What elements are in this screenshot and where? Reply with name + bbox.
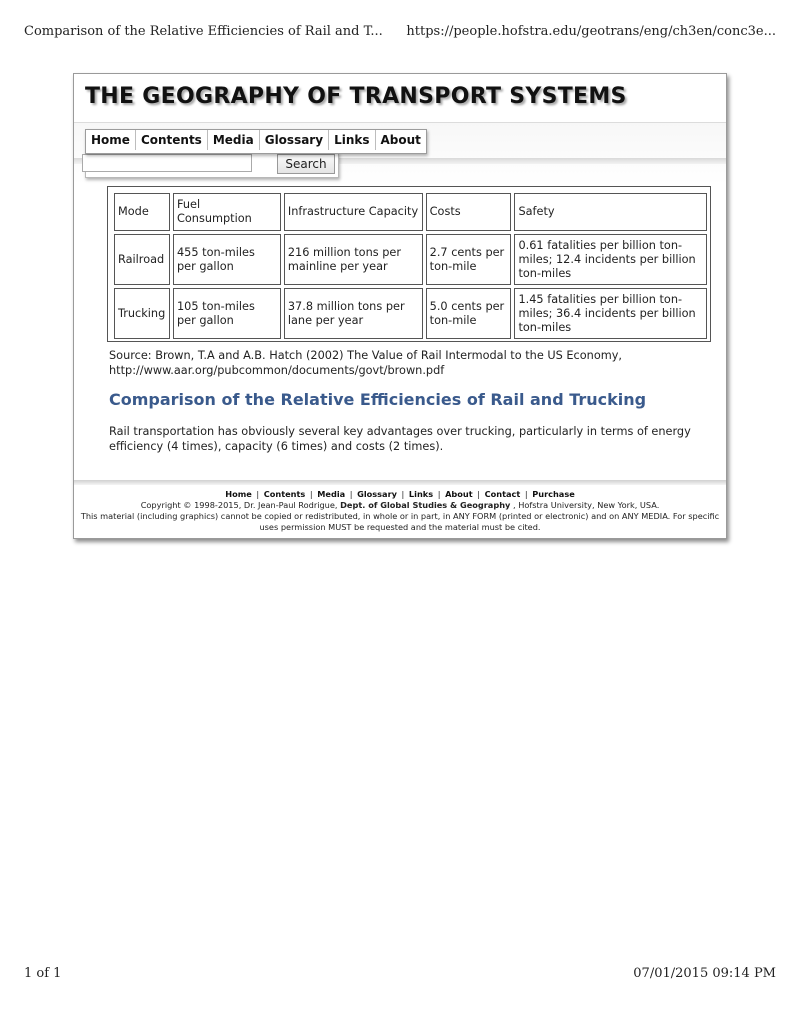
menu-about[interactable]: About: [380, 133, 421, 147]
footer-links: Home | Contents | Media | Glossary | Links | About | Contact | Purchase: [225, 489, 575, 499]
table-header-row: [114, 193, 707, 231]
table-row: [114, 234, 707, 285]
table-cell: Railroad: [114, 234, 170, 285]
copyright-line: [74, 500, 726, 511]
table-cell: 216 million tons per mainline per year: [284, 234, 423, 285]
description-paragraph: Rail transportation has obviously several key advantages over trucking, particularly in terms of energy efficiency (4 times), capacity (6 times) and costs (2 times).: [109, 425, 691, 453]
source-citation: [109, 348, 709, 378]
copyright-prefix: Copyright © 1998-2015, Dr. Jean-Paul Rodrigue,: [140, 500, 338, 510]
footer-link-media[interactable]: Media: [317, 489, 346, 499]
source-url: http://www.aar.org/pubcommon/documents/govt/brown.pdf: [109, 364, 445, 377]
department-name: Dept. of Global Studies & Geography: [340, 500, 511, 510]
comparison-table-frame: [107, 186, 711, 342]
menu-home[interactable]: Home: [86, 130, 136, 150]
print-page-count: 1 of 1: [24, 966, 62, 981]
table-cell: 0.61 fatalities per billion ton-miles; 12.4 incidents per billion ton-miles: [514, 234, 707, 285]
footer-link-links[interactable]: Links: [408, 489, 434, 499]
page-frame: [73, 73, 727, 539]
menu-glossary[interactable]: Glossary: [260, 130, 329, 150]
footer-link-home[interactable]: Home: [225, 489, 252, 499]
menu-media[interactable]: Media: [208, 130, 260, 150]
table-cell: Trucking: [114, 288, 170, 339]
table-cell: 2.7 cents per ton-mile: [426, 234, 512, 285]
print-url: https://people.hofstra.edu/geotrans/eng/ch3en/conc3e...: [406, 24, 776, 39]
footer-link-purchase[interactable]: Purchase: [532, 489, 575, 499]
site-title: THE GEOGRAPHY OF TRANSPORT SYSTEMS: [85, 84, 627, 109]
print-page-title: Comparison of the Relative Efficiencies of Rail and T...: [24, 24, 383, 39]
footer-link-about[interactable]: About: [445, 489, 473, 499]
footer-divider: [74, 480, 726, 485]
print-datetime: 07/01/2015 09:14 PM: [633, 966, 776, 981]
copyright-notice: This material (including graphics) cannot be copied or redistributed, in whole or in part, in ANY FORM (printed or electronic) and on ANY MEDIA. For specific uses permission MUST be requested and the material must be cited.: [80, 511, 720, 532]
comparison-table: [111, 190, 710, 342]
page-title: Comparison of the Relative Efficiencies of Rail and Trucking: [109, 390, 647, 409]
main-menu: [85, 129, 427, 154]
footer-link-glossary[interactable]: Glossary: [357, 489, 397, 499]
header-infrastructure-capacity: Infrastructure Capacity: [284, 193, 423, 231]
table-cell: 455 ton-miles per gallon: [173, 234, 281, 285]
source-text: Source: Brown, T.A and A.B. Hatch (2002) The Value of Rail Intermodal to the US Economy,: [109, 349, 623, 362]
table-cell: 1.45 fatalities per billion ton-miles; 36.4 incidents per billion ton-miles: [514, 288, 707, 339]
header-fuel-consumption: Fuel Consumption: [173, 193, 281, 231]
table-row: [114, 288, 707, 339]
header-mode: Mode: [114, 193, 170, 231]
table-cell: 37.8 million tons per lane per year: [284, 288, 423, 339]
search-button[interactable]: Search: [277, 154, 335, 174]
footer-link-contact[interactable]: Contact: [484, 489, 521, 499]
print-footer: [24, 966, 776, 981]
header-costs: Costs: [426, 193, 512, 231]
copyright-suffix: , Hofstra University, New York, USA.: [512, 500, 660, 510]
menu-contents[interactable]: Contents: [136, 130, 208, 150]
table-cell: 5.0 cents per ton-mile: [426, 288, 512, 339]
print-header: [24, 24, 776, 39]
search-input[interactable]: [82, 154, 252, 172]
table-cell: 105 ton-miles per gallon: [173, 288, 281, 339]
footer-link-contents[interactable]: Contents: [263, 489, 306, 499]
menu-links[interactable]: Links: [329, 130, 375, 150]
site-footer: [74, 489, 726, 533]
header-safety: Safety: [514, 193, 707, 231]
